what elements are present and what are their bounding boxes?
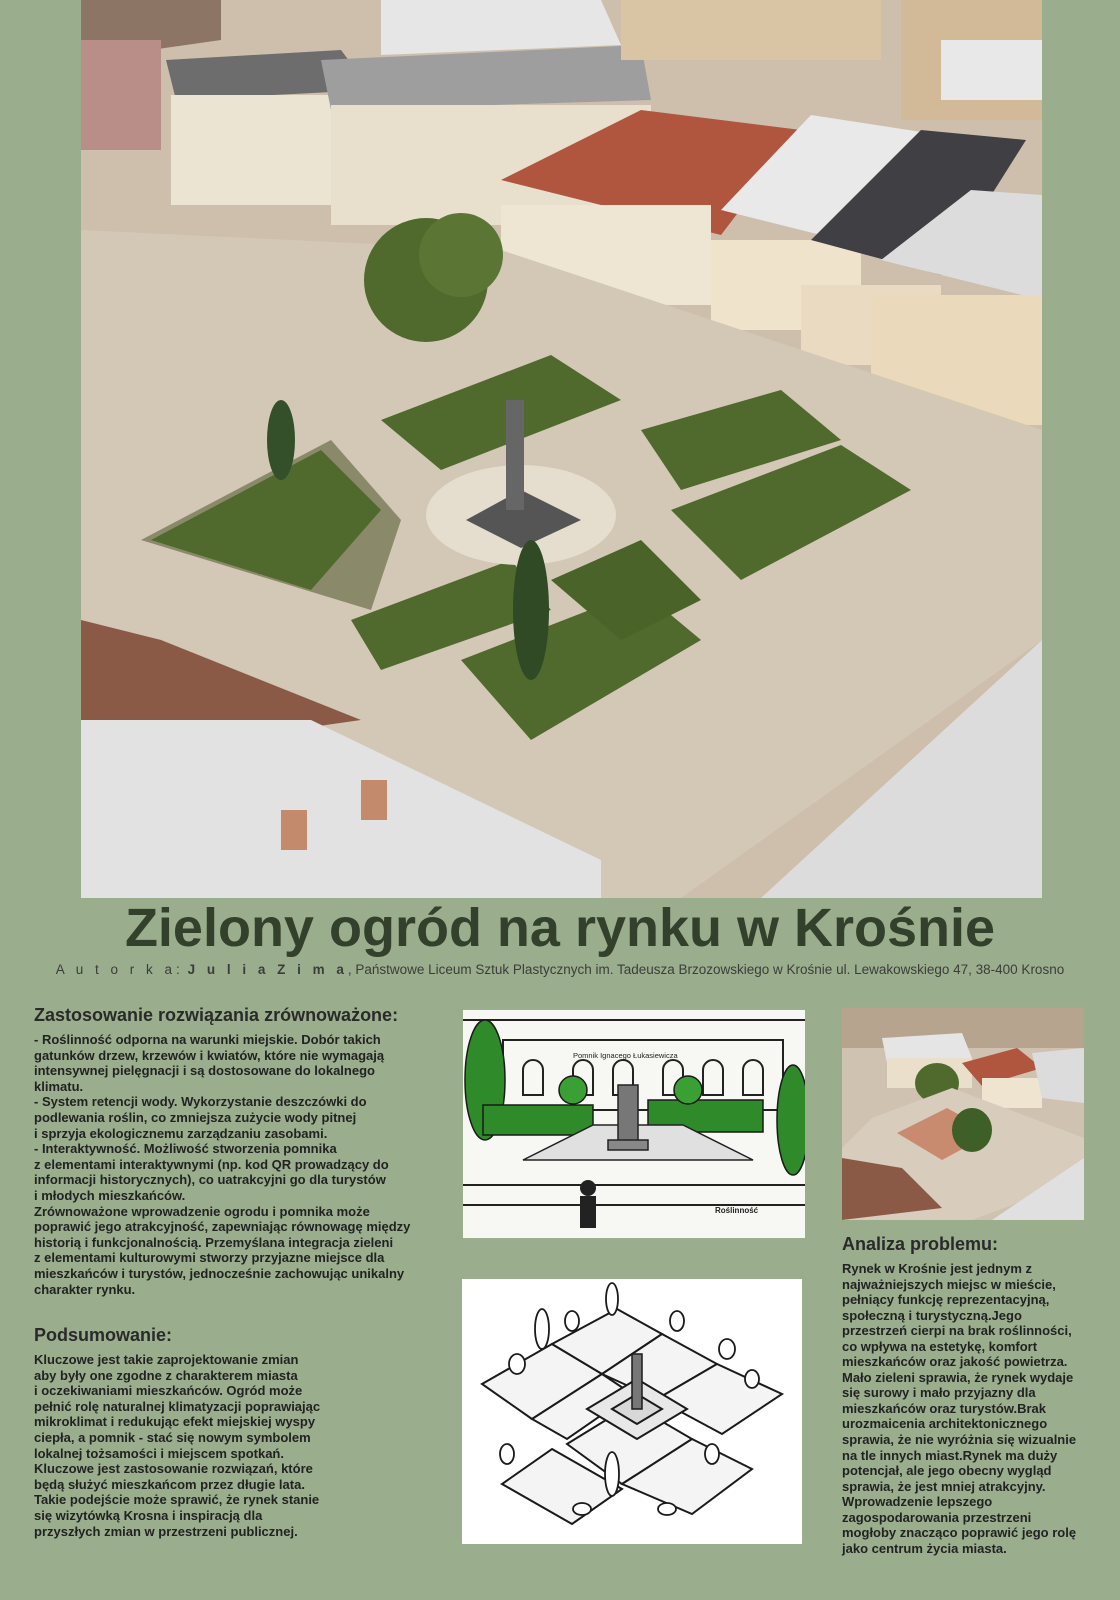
text-line: charakter rynku. bbox=[34, 1281, 136, 1297]
summary-text bbox=[34, 1352, 374, 1539]
text-line: pełnić rolę naturalnej klimatyzacji poprawiając bbox=[34, 1398, 321, 1414]
text-line: - Roślinność odporna na warunki miejskie. Dobór takich bbox=[34, 1032, 381, 1047]
text-line: Kluczowe jest zastosowanie rozwiązań, które bbox=[34, 1461, 313, 1477]
text-line: najważniejszych miejsc w mieście, bbox=[842, 1276, 1056, 1292]
sketch-isometric-plan bbox=[462, 1279, 802, 1544]
analysis-text bbox=[842, 1261, 1097, 1556]
text-line: ciepła, a pomnik - stać się nowym symbolem bbox=[34, 1429, 311, 1445]
text-line: i oczekiwaniami mieszkańców. Ogród może bbox=[34, 1383, 303, 1399]
text-line: mikroklimat i redukując efekt miejskiej wyspy bbox=[34, 1414, 316, 1430]
text-line: z elementami kulturowymi stworzy przyjazne miejsce dla bbox=[34, 1250, 385, 1266]
sketch-label-plants: Roślinność bbox=[715, 1206, 759, 1215]
text-line: intensywnej pielęgnacji i są dostosowane do lokalnego bbox=[34, 1063, 375, 1079]
section-analysis bbox=[842, 1234, 1097, 1556]
text-line: Mało zieleni sprawia, że rynek wydaje bbox=[842, 1369, 1074, 1385]
text-line: Kluczowe jest takie zaprojektowanie zmian bbox=[34, 1352, 299, 1367]
author-line bbox=[0, 962, 1120, 977]
text-line: się surowy i mało przyjazny dla bbox=[842, 1385, 1036, 1401]
text-line: urozmaicenia architektonicznego bbox=[842, 1416, 1048, 1432]
text-line: - Interaktywność. Możliwość stworzenia pomnika bbox=[34, 1141, 337, 1157]
sketch-front-view bbox=[463, 1010, 805, 1238]
sustainable-text bbox=[34, 1032, 444, 1297]
text-line: informacji historycznych), co uatrakcyjni go dla turystów bbox=[34, 1172, 386, 1188]
text-line: poprawić jego atrakcyjność, zapewniając równowagę między bbox=[34, 1219, 411, 1235]
text-line: Zrównoważone wprowadzenie ogrodu i pomnika może bbox=[34, 1203, 370, 1219]
author-label: A u t o r k a: bbox=[55, 962, 184, 977]
text-line: sprawia, że nie wyróżnia się wizualnie bbox=[842, 1432, 1077, 1448]
text-line: sprawia, że jest mniej atrakcyjny. bbox=[842, 1478, 1046, 1494]
text-line: podlewania roślin, co zmniejsza zużycie wody pitnej bbox=[34, 1109, 357, 1125]
text-line: jako centrum życia miasta. bbox=[842, 1540, 1007, 1556]
author-name: J u l i a Z i m a bbox=[187, 962, 348, 977]
text-line: się wizytówką Krosna i inspiracją dla bbox=[34, 1507, 263, 1523]
text-line: aby były one zgodne z charakterem miasta bbox=[34, 1367, 298, 1383]
text-line: mieszkańców oraz turystów.Brak bbox=[842, 1400, 1046, 1416]
text-line: co wpływa na estetykę, komfort bbox=[842, 1338, 1038, 1354]
section-summary bbox=[34, 1325, 374, 1539]
analysis-heading: Analiza problemu: bbox=[842, 1234, 999, 1254]
text-line: potencjał, ale jego obecny wygląd bbox=[842, 1463, 1052, 1479]
sketch-label-monument: Pomnik Ignacego Łukasiewicza bbox=[573, 1051, 678, 1060]
text-line: historią i funkcjonalnością. Przemyślana integracja zieleni bbox=[34, 1234, 394, 1250]
summary-heading: Podsumowanie: bbox=[34, 1325, 173, 1345]
sustainable-heading: Zastosowanie rozwiązania zrównoważone: bbox=[34, 1005, 399, 1025]
text-line: Wprowadzenie lepszego bbox=[842, 1494, 993, 1510]
text-line: zagospodarowania przestrzeni bbox=[842, 1509, 1032, 1525]
text-line: gatunków drzew, krzewów i kwiatów, które nie wymagają bbox=[34, 1047, 385, 1063]
text-line: mogłoby znacząco poprawić jego rolę bbox=[842, 1525, 1077, 1541]
text-line: - System retencji wody. Wykorzystanie deszczówki do bbox=[34, 1094, 367, 1110]
text-line: przyszłych zmian w przestrzeni publicznej. bbox=[34, 1523, 298, 1539]
text-line: z elementami interaktywnymi (np. kod QR prowadzący do bbox=[34, 1156, 389, 1172]
text-line: pełniący funkcję reprezentacyjną, bbox=[842, 1292, 1050, 1308]
text-line: klimatu. bbox=[34, 1078, 84, 1094]
text-line: społeczną i turystyczną.Jego bbox=[842, 1307, 1022, 1323]
hero-aerial-image bbox=[81, 0, 1042, 898]
poster-title: Zielony ogród na rynku w Krośnie bbox=[124, 898, 996, 958]
text-line: mieszkańców oraz jakość powietrza. bbox=[842, 1354, 1068, 1370]
text-line: na tle innych miast.Rynek ma duży bbox=[842, 1447, 1058, 1463]
aerial-photo-current bbox=[842, 1008, 1084, 1220]
text-line: przestrzeń cierpi na brak roślinności, bbox=[842, 1323, 1072, 1339]
text-line: Takie podejście może sprawić, że rynek stanie bbox=[34, 1492, 320, 1508]
author-affiliation: , Państwowe Liceum Sztuk Plastycznych im. Tadeusza Brzozowskiego w Krośnie ul. Lewakowskiego 47, 38-400 Krosno bbox=[347, 962, 1065, 977]
text-line: i młodych mieszkańców. bbox=[34, 1187, 186, 1203]
section-sustainable bbox=[34, 1005, 444, 1297]
text-line: lokalnej tożsamości i miejscem spotkań. bbox=[34, 1445, 284, 1461]
text-line: i sprzyja ekologicznemu zarządzaniu zasobami. bbox=[34, 1125, 328, 1141]
text-line: mieszkańców i turystów, jednocześnie zachowując unikalny bbox=[34, 1265, 405, 1281]
text-line: Rynek w Krośnie jest jednym z bbox=[842, 1261, 1033, 1276]
text-line: będą służyć mieszkańcom przez długie lata. bbox=[34, 1476, 305, 1492]
